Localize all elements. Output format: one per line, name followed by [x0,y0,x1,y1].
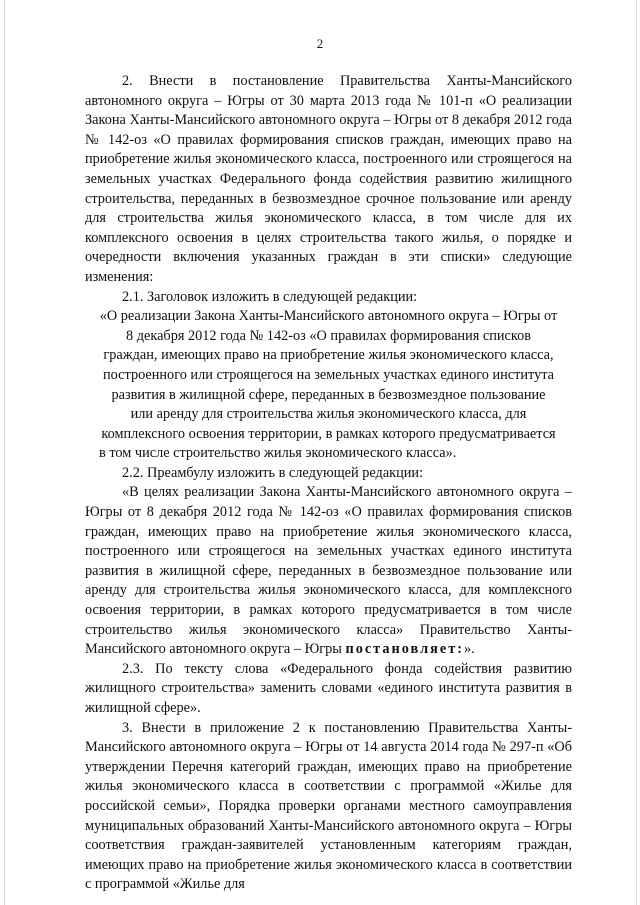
paragraph-item-2: 2. Внести в постановление Правительства Ханты-Мансийского автономного округа – Югры от 30 марта 2013 года № 101-п «О реализации Закона Ханты-Мансийского автономного округа – Югры от 8 декабря 2012 года № 142-оз «О правилах формирования списков граждан, имеющих право на приобретение жилья экономического класса, построенного или строящегося на земельных участках Федерального фонда содействия развитию жилищного строительства, переданных в безвозмездное срочное пользование или аренду для строительства жилья экономического класса, в том числе для их комплексного освоения в целях строительства такого жилья, о порядке и очередности включения указанных граждан в эти списки» следующие изменения: [85,73,572,285]
paragraph-item-3: 3. Внести в приложение 2 к постановлению Правительства Ханты-Мансийского автономного округа – Югры от 14 августа 2014 года № 297-п «Об утверждении Перечня категорий граждан, имеющих право на приобретение жилья экономического класса в соответствии с программой «Жилье для российской семьи», Порядка проверки органами местного самоуправления муниципальных образований Ханты-Мансийского автономного округа – Югры соответствия граждан-заявителей установленным категориям граждан, имеющих право на приобретение жилья экономического класса в соответствии с программой «Жилье для [85,719,572,893]
paragraph-item-2-2: 2.2. Преамбулу изложить в следующей редакции: [122,464,424,481]
preamble-emphasis: постановляет: [345,641,464,658]
preamble-quote [85,483,572,659]
document-body [85,72,572,895]
page-number: 2 [316,36,324,51]
paragraph-item-2-3: 2.3. По тексту слова «Федерального фонда содействия развитию жилищного строительства» заменить словами «единого института развития в жилищной сфере». [85,660,572,716]
preamble-end: ». [463,641,475,658]
scan-edge-right [636,0,637,905]
paragraph-item-2-1: 2.1. Заголовок изложить в следующей редакции: [122,288,418,305]
scan-edge-left [4,0,5,905]
new-title-quote: «О реализации Закона Ханты-Мансийского автономного округа – Югры от 8 декабря 2012 года № 142-оз «О правилах формирования списков граждан, имеющих право на приобретение жилья экономического класса, построенного или строящегося на земельных участках единого института развития в жилищной сфере, переданных в безвозмездное пользование или аренду для строительства жилья экономического класса, для комплексного освоения территории, в рамках которого предусматривается в том числе строительство жилья экономического класса». [99,308,558,462]
preamble-text: «В целях реализации Закона Ханты-Мансийского автономного округа – Югры от 8 декабря 2012 года № 142-оз «О правилах формирования списков граждан, имеющих право на приобретение жилья экономического класса, построенного или строящегося на земельных участках единого института развития в жилищной сфере, переданных в безвозмездное пользование или аренду для строительства жилья экономического класса, для комплексного освоения территории, в рамках которого предусматривается в том числе строительство жилья экономического класса» Правительство Ханты-Мансийского автономного округа – Югры [85,484,572,658]
